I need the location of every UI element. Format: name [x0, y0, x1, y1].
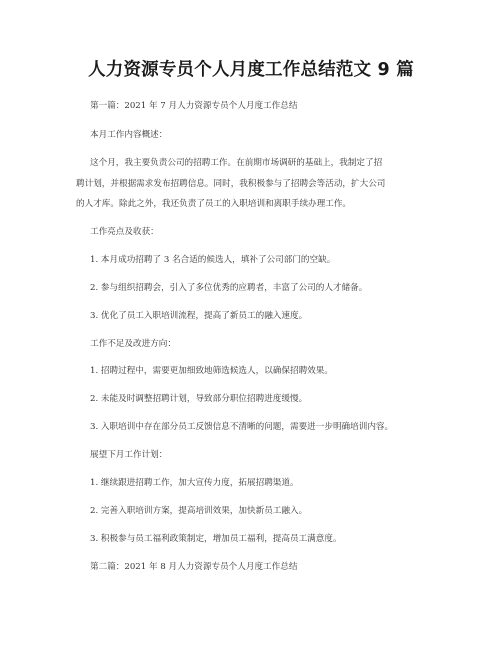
- list-item: 3. 积极参与员工福利政策制定，增加员工福利，提高员工满意度。: [90, 534, 342, 544]
- section-heading: 第二篇：2021 年 8 月人力资源专员个人月度工作总结: [90, 562, 298, 572]
- list-item: 1. 本月成功招聘了 3 名合适的候选人，填补了公司部门的空缺。: [90, 255, 336, 265]
- paragraph-heading: 工作亮点及收获：: [90, 227, 159, 237]
- list-item: 3. 入职培训中存在部分员工反馈信息不清晰的问题，需要进一步明确培训内容。: [90, 422, 394, 432]
- document-title: 人力资源专员个人月度工作总结范文 9 篇: [88, 60, 414, 80]
- paragraph-heading: 工作不足及改进方向：: [90, 339, 176, 349]
- section-heading: 第一篇：2021 年 7 月人力资源专员个人月度工作总结: [90, 101, 298, 111]
- paragraph-line: 聘计划，并根据需求发布招聘信息。同时，我积极参与了招聘会等活动，扩大公司: [76, 179, 386, 189]
- list-item: 1. 招聘过程中，需要更加细致地筛选候选人，以确保招聘效果。: [90, 366, 333, 376]
- list-item: 3. 优化了员工入职培训流程，提高了新员工的融入速度。: [90, 311, 308, 321]
- list-item: 1. 继续跟进招聘工作，加大宣传力度，拓展招聘渠道。: [90, 478, 299, 488]
- paragraph-heading: 展望下月工作计划：: [90, 450, 168, 460]
- list-item: 2. 完善入职培训方案，提高培训效果，加快新员工融入。: [90, 506, 308, 516]
- paragraph-heading: 本月工作内容概述：: [90, 130, 168, 140]
- list-item: 2. 未能及时调整招聘计划，导致部分职位招聘进度缓慢。: [90, 394, 308, 404]
- list-item: 2. 参与组织招聘会，引入了多位优秀的应聘者，丰富了公司的人才储备。: [90, 283, 368, 293]
- paragraph-line: 这个月，我主要负责公司的招聘工作。在前期市场调研的基础上，我制定了招: [90, 158, 383, 168]
- paragraph-line: 的人才库。除此之外，我还负责了员工的入职培训和离职手续办理工作。: [76, 199, 352, 209]
